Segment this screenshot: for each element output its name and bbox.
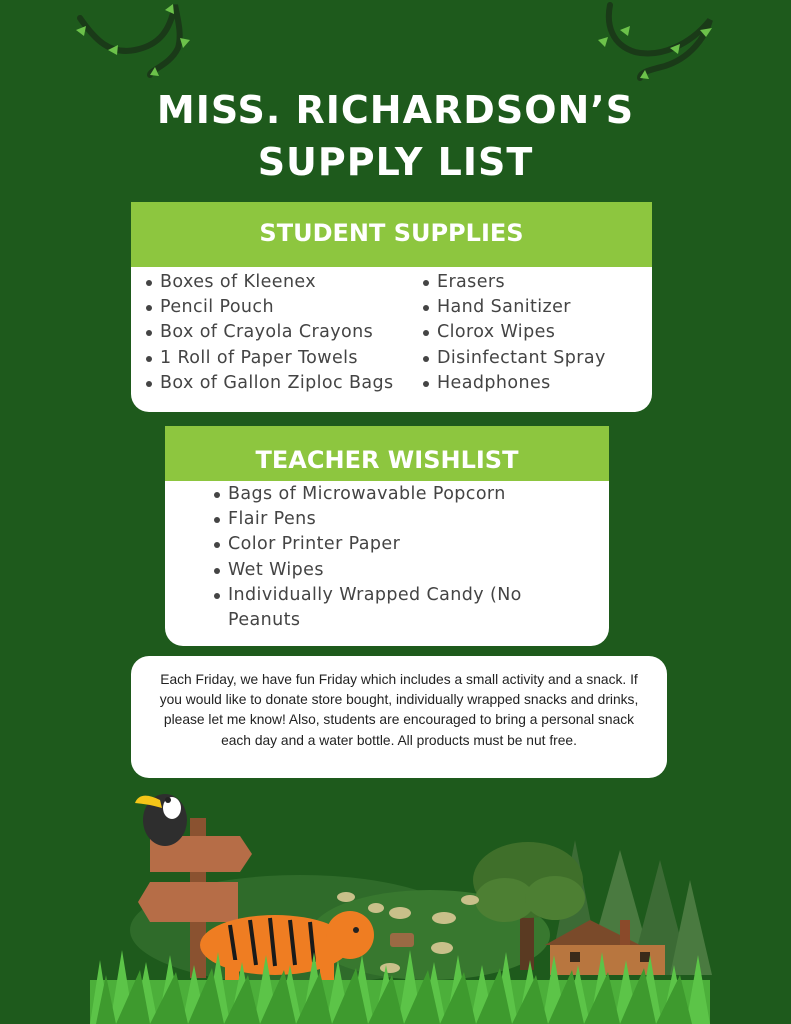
list-item: Box of Crayola Crayons xyxy=(143,320,420,345)
student-supplies-heading: STUDENT SUPPLIES xyxy=(131,202,652,267)
list-item: Clorox Wipes xyxy=(420,320,640,345)
list-item: Wet Wipes xyxy=(211,558,569,583)
list-item: Pencil Pouch xyxy=(143,295,420,320)
stump-icon xyxy=(390,933,414,947)
list-item: Erasers xyxy=(420,270,640,295)
list-item: Individually Wrapped Candy (No Peanuts xyxy=(211,583,569,633)
list-item: Disinfectant Spray xyxy=(420,346,640,371)
list-item: Headphones xyxy=(420,371,640,396)
fun-friday-note: Each Friday, we have fun Friday which includes a small activity and a snack. If you would like to donate store bought, individually wrapped snacks and drinks, please let me know! Also, students are encouraged to bring a personal snack each day and a water bottle. All products must be nut free. xyxy=(131,656,667,778)
list-item: Box of Gallon Ziploc Bags xyxy=(143,371,420,396)
toucan-icon xyxy=(135,794,187,846)
list-item: Color Printer Paper xyxy=(211,532,569,557)
title-line-1: MISS. RICHARDSON’S xyxy=(156,88,635,132)
teacher-wishlist-heading: TEACHER WISHLIST xyxy=(165,426,609,481)
list-item: 1 Roll of Paper Towels xyxy=(143,346,420,371)
list-item: Hand Sanitizer xyxy=(420,295,640,320)
title-line-2: SUPPLY LIST xyxy=(257,140,534,184)
list-item: Boxes of Kleenex xyxy=(143,270,420,295)
list-item: Bags of Microwavable Popcorn xyxy=(211,482,569,507)
list-item: Flair Pens xyxy=(211,507,569,532)
